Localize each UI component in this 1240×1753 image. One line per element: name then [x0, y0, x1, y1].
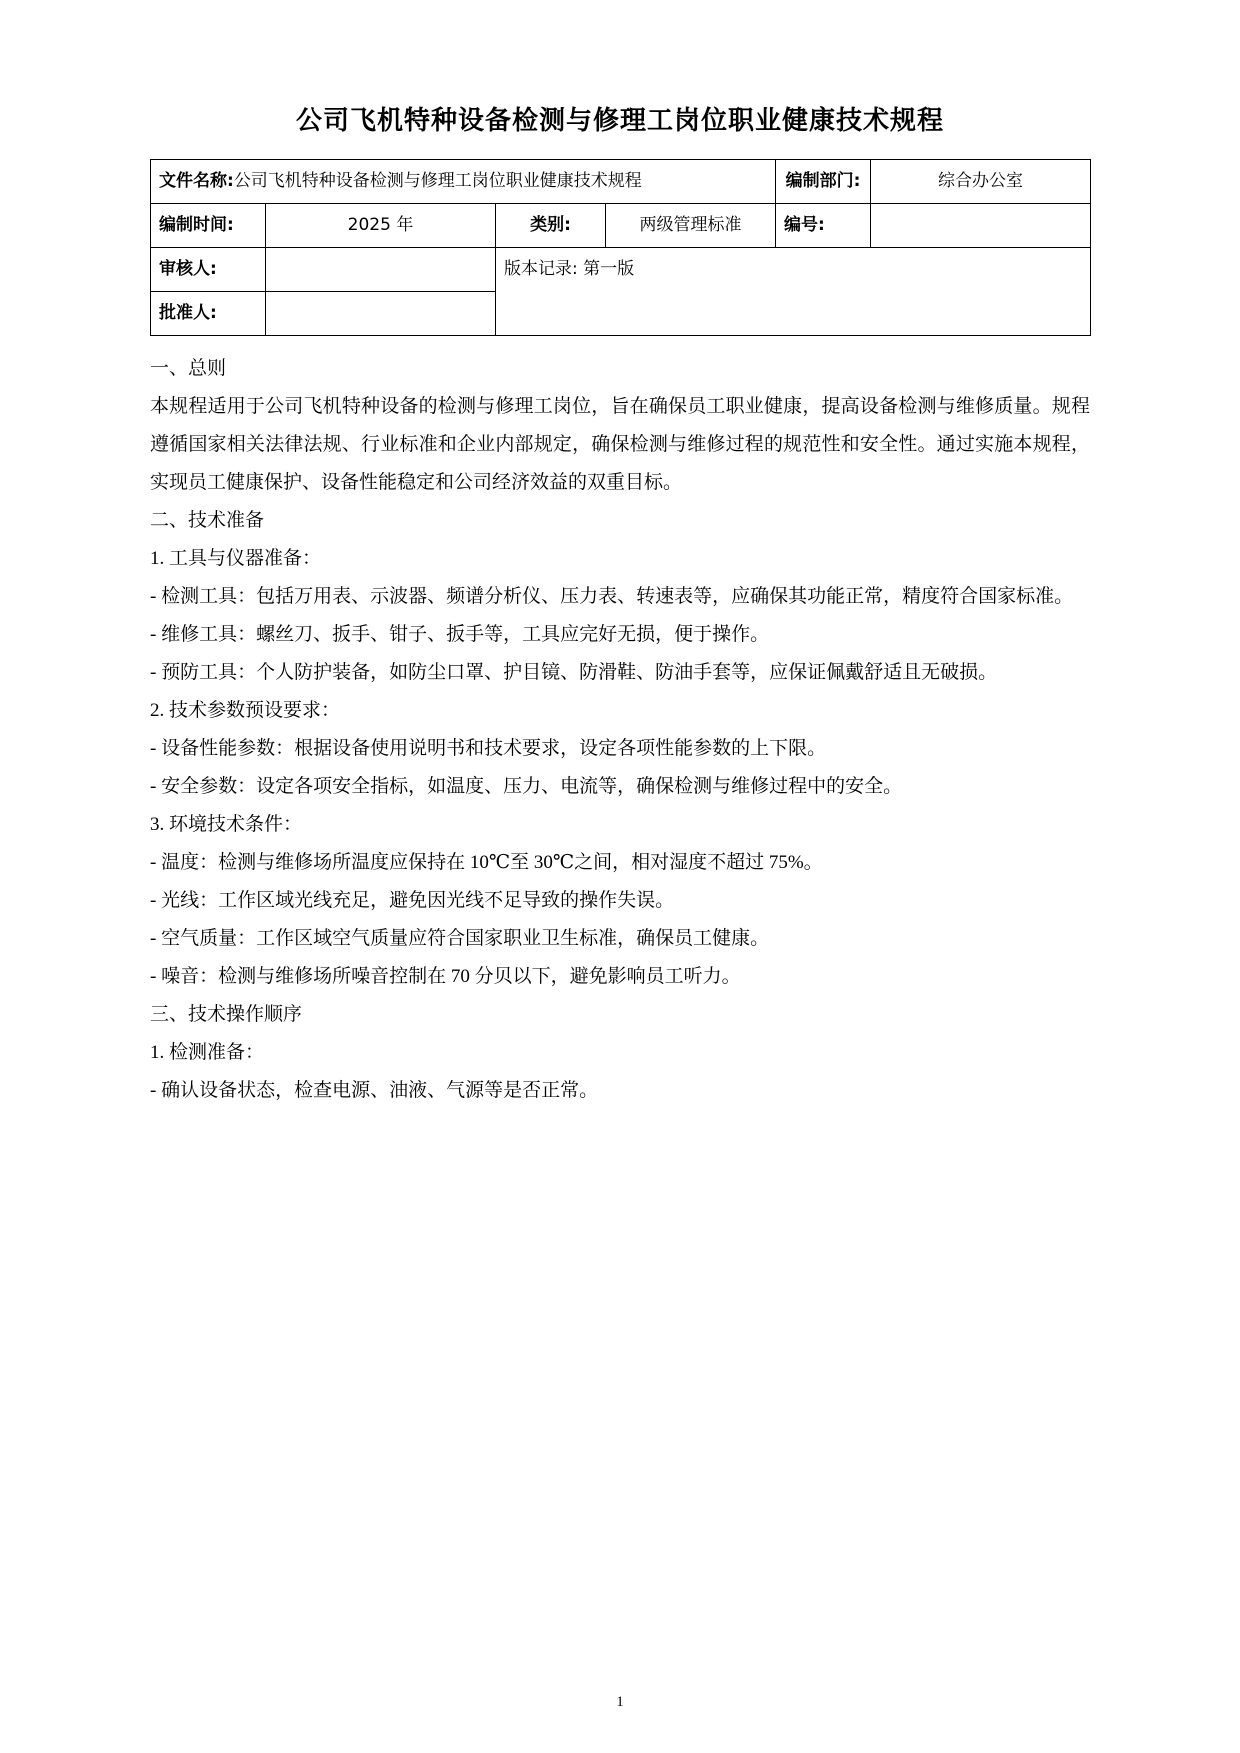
dept-label: 编制部门: [776, 160, 871, 204]
page-title: 公司飞机特种设备检测与修理工岗位职业健康技术规程 [295, 106, 944, 136]
file-name-cell [151, 160, 776, 204]
approver-value [266, 291, 496, 335]
paragraph: 1. 检测准备： [150, 1041, 265, 1063]
paragraph: - 光线：工作区域光线充足，避免因光线不足导致的操作失误。 [150, 889, 675, 911]
document-body [150, 350, 1090, 1110]
date-label: 编制时间: [151, 203, 266, 247]
approver-label: 批准人: [151, 291, 266, 335]
paragraph: 3. 环境技术条件： [150, 813, 303, 835]
paragraph: 一、总则 [150, 357, 227, 379]
category-label: 类别: [496, 203, 606, 247]
category-value: 两级管理标准 [606, 203, 776, 247]
metadata-table [150, 159, 1091, 336]
paragraph: - 温度：检测与维修场所温度应保持在 10℃至 30℃之间，相对湿度不超过 75%。 [150, 851, 823, 873]
paragraph: - 空气质量：工作区域空气质量应符合国家职业卫生标准，确保员工健康。 [150, 927, 770, 949]
table-row [151, 247, 1091, 291]
file-name-value: 公司飞机特种设备检测与修理工岗位职业健康技术规程 [233, 171, 642, 191]
number-label: 编号: [776, 203, 871, 247]
reviewer-label: 审核人: [151, 247, 266, 291]
paragraph: 二、技术准备 [150, 509, 265, 531]
paragraph: 三、技术操作顺序 [150, 1003, 303, 1025]
dept-value: 综合办公室 [871, 160, 1091, 204]
paragraph: 1. 工具与仪器准备： [150, 547, 322, 569]
table-row [151, 160, 1091, 204]
paragraph: 2. 技术参数预设要求： [150, 699, 341, 721]
paragraph: - 安全参数：设定各项安全指标，如温度、压力、电流等，确保检测与维修过程中的安全。 [150, 775, 903, 797]
paragraph: - 设备性能参数：根据设备使用说明书和技术要求，设定各项性能参数的上下限。 [150, 737, 827, 759]
paragraph: - 噪音：检测与维修场所噪音控制在 70 分贝以下，避免影响员工听力。 [150, 965, 741, 987]
version-record-cell: 版本记录: 第一版 [496, 247, 1091, 335]
paragraph: - 维修工具：螺丝刀、扳手、钳子、扳手等，工具应完好无损，便于操作。 [150, 623, 770, 645]
paragraph: - 检测工具：包括万用表、示波器、频谱分析仪、压力表、转速表等，应确保其功能正常，精度符合国家标准。 [150, 585, 1074, 607]
reviewer-value [266, 247, 496, 291]
table-row [151, 203, 1091, 247]
date-value: 2025 年 [266, 203, 496, 247]
paragraph: 本规程适用于公司飞机特种设备的检测与修理工岗位，旨在确保员工职业健康，提高设备检测与维修质量。规程遵循国家相关法律法规、行业标准和企业内部规定，确保检测与维修过程的规范性和安全性。通过实施本规程，实现员工健康保护、设备性能稳定和公司经济效益的双重目标。 [150, 395, 1090, 493]
page-number: 1 [616, 1694, 624, 1710]
file-name-label: 文件名称: [159, 171, 234, 191]
paragraph: - 确认设备状态，检查电源、油液、气源等是否正常。 [150, 1079, 599, 1101]
paragraph: - 预防工具：个人防护装备，如防尘口罩、护目镜、防滑鞋、防油手套等，应保证佩戴舒适且无破损。 [150, 661, 998, 683]
number-value [871, 203, 1091, 247]
